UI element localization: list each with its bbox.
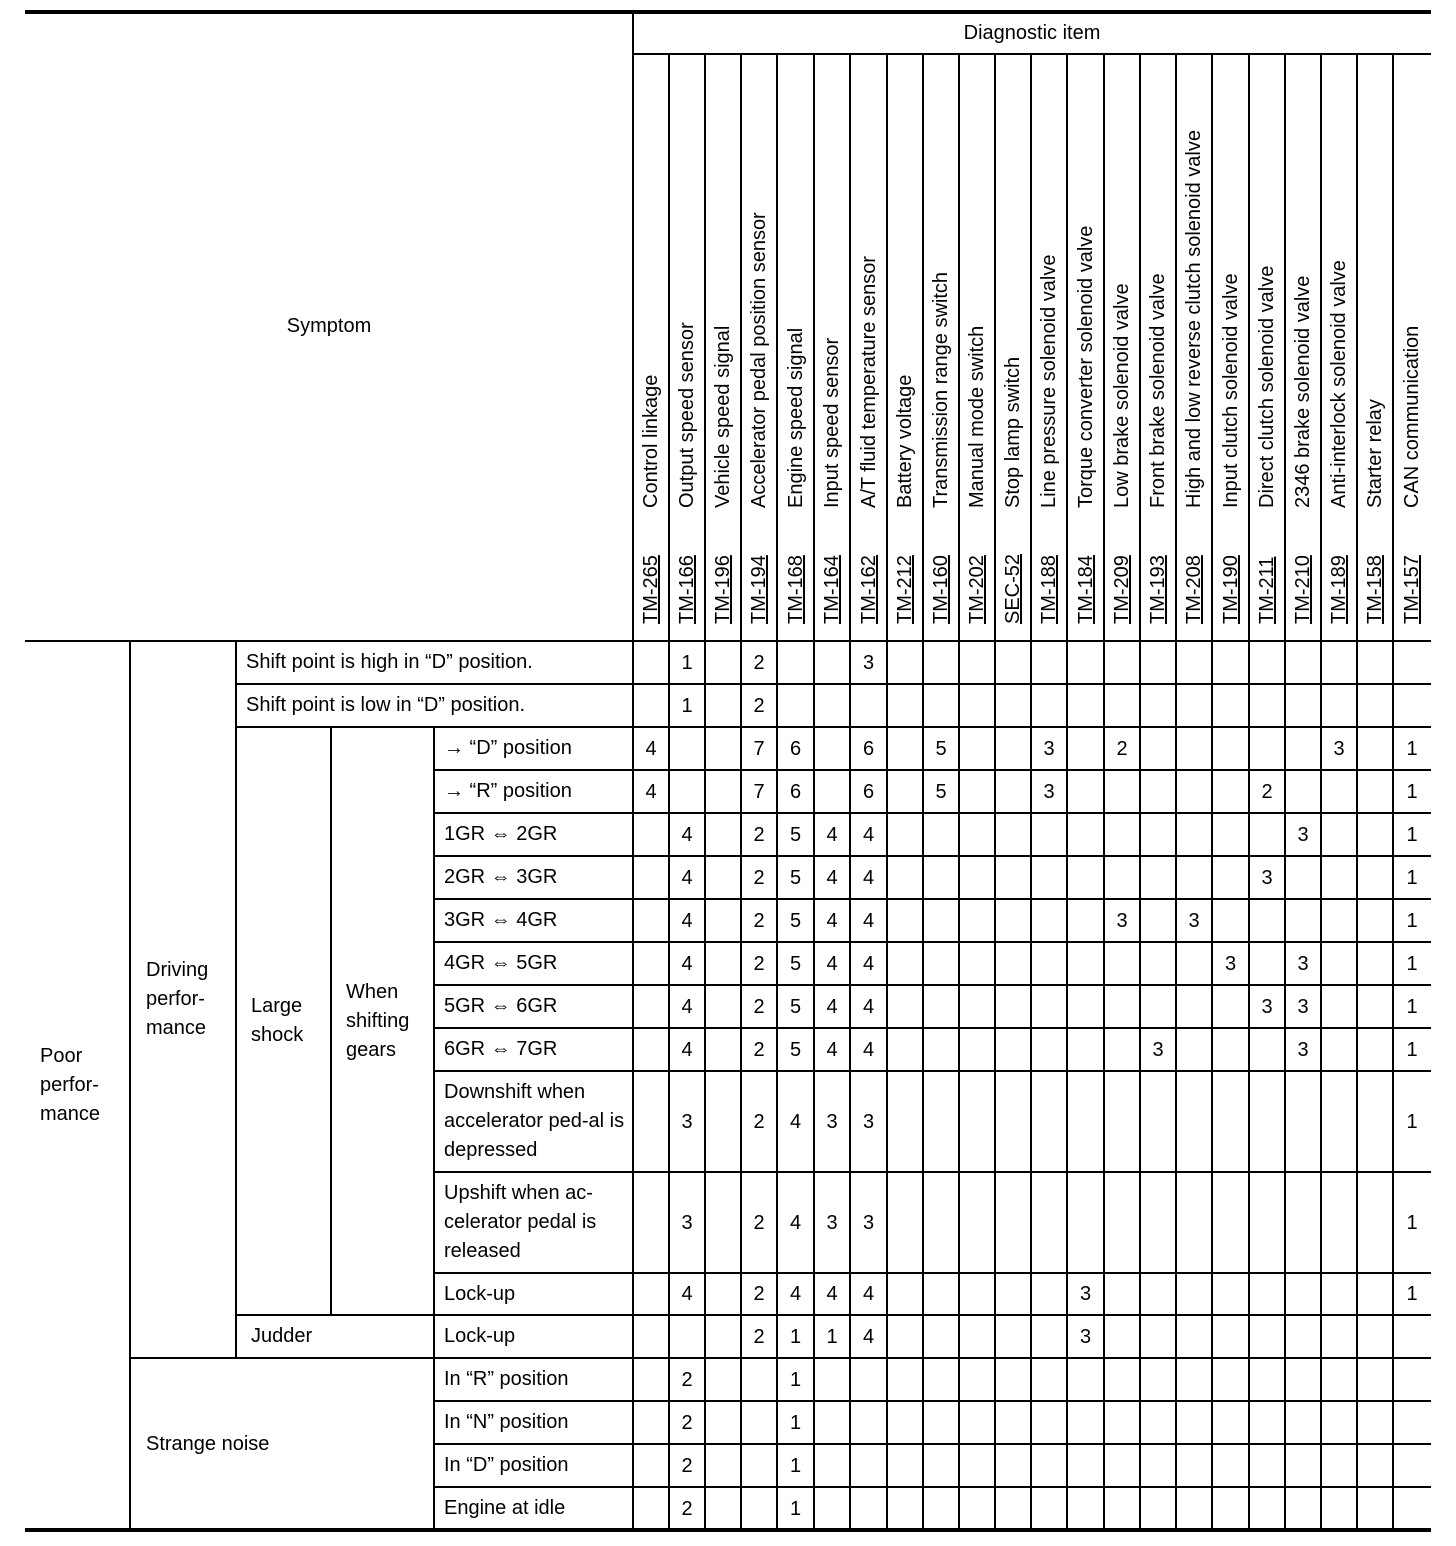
symptom-row-label: 6GR ⇔ 7GR (444, 1038, 558, 1060)
priority-value: 3 (862, 1211, 875, 1234)
table-top-border (25, 10, 1431, 14)
symptom-row-label: Shift point is high in “D” position. (246, 651, 533, 673)
rule-line (434, 1272, 1431, 1274)
rule-line (434, 1070, 1431, 1072)
priority-value: 2 (753, 651, 765, 674)
column-header-name: 2346 brake solenoid valve (1292, 275, 1314, 508)
column-header-ref[interactable]: TM-202 (966, 555, 988, 624)
column-header-name: Input clutch solenoid valve (1219, 273, 1242, 508)
rule-line (330, 727, 332, 1315)
priority-value: 2 (753, 1038, 765, 1061)
rule-line (235, 641, 237, 1358)
column-header-ref[interactable]: TM-265 (640, 555, 662, 624)
priority-value: 4 (826, 995, 838, 1018)
column-header-ref[interactable]: TM-188 (1038, 555, 1060, 624)
category-judder: Judder (251, 1325, 313, 1347)
priority-value: 1 (789, 1454, 802, 1477)
priority-value: 3 (1152, 1038, 1164, 1061)
column-header-name: Battery voltage (894, 374, 916, 508)
category-large-shock: Large shock (251, 995, 304, 1046)
priority-value: 3 (1224, 952, 1237, 975)
rule-line (130, 1357, 1431, 1359)
column-header-name: Input speed sensor (821, 337, 843, 508)
priority-value: 5 (789, 866, 802, 889)
priority-value: 4 (862, 866, 875, 889)
rule-line (994, 54, 996, 1530)
priority-value: 4 (862, 1325, 875, 1348)
column-header-name: High and low reverse clutch solenoid valve (1183, 130, 1205, 508)
rule-line (236, 726, 1431, 728)
priority-value: 4 (645, 780, 657, 803)
priority-value: 4 (862, 1038, 875, 1061)
priority-value: 6 (862, 737, 875, 760)
priority-value: 5 (789, 823, 802, 846)
column-header-name: Vehicle speed signal (712, 325, 734, 508)
priority-value: 4 (645, 737, 657, 760)
rule-line (434, 984, 1431, 986)
priority-value: 4 (681, 1283, 693, 1305)
rule-line (886, 54, 888, 1530)
column-header-name: Transmission range switch (930, 271, 952, 508)
priority-value: 4 (826, 1283, 838, 1305)
priority-value: 5 (935, 737, 947, 760)
rule-line (434, 769, 1431, 771)
priority-value: 4 (826, 1038, 838, 1061)
rule-line (922, 54, 924, 1530)
priority-value: 1 (789, 1411, 802, 1434)
priority-value: 5 (789, 995, 802, 1018)
symptom-row-label: In “N” position (444, 1411, 569, 1433)
symptom-row-label: In “R” position (444, 1368, 569, 1390)
rule-line (958, 54, 960, 1530)
priority-value: 3 (1333, 737, 1345, 760)
column-header-name: Starter relay (1364, 399, 1386, 508)
symptom-row-label: Engine at idle (444, 1497, 566, 1519)
priority-value: 1 (1406, 780, 1418, 803)
priority-value: 3 (826, 1110, 838, 1133)
rule-line (1211, 54, 1213, 1530)
symptom-row-label: In “D” position (444, 1454, 569, 1476)
rule-line (1139, 54, 1141, 1530)
column-header-name: Direct clutch solenoid valve (1256, 265, 1278, 508)
rule-line (668, 54, 670, 1530)
priority-value: 2 (753, 952, 765, 975)
symptom-row-label: Upshift when ac-celerator pedal is released (444, 1182, 597, 1262)
column-header-name: Front brake solenoid valve (1147, 273, 1169, 508)
priority-value: 2 (753, 909, 765, 932)
priority-value: 1 (789, 1325, 802, 1348)
priority-value: 1 (1406, 909, 1418, 932)
column-header-ref[interactable]: TM-184 (1074, 555, 1097, 624)
priority-value: 4 (681, 1038, 693, 1061)
rule-line (434, 1400, 1431, 1402)
priority-value: 4 (862, 1283, 875, 1305)
column-header-ref[interactable]: TM-211 (1256, 556, 1278, 624)
rule-line (1392, 54, 1394, 1530)
priority-value: 4 (789, 1283, 802, 1305)
rule-line (236, 683, 1431, 685)
priority-value: 1 (1406, 737, 1418, 760)
priority-value: 2 (681, 1497, 693, 1520)
priority-value: 4 (826, 909, 838, 932)
column-header-name: Stop lamp switch (1002, 356, 1024, 508)
priority-value: 5 (789, 909, 802, 932)
priority-value: 4 (681, 952, 693, 975)
rule-line (434, 855, 1431, 857)
rule-line (1284, 54, 1286, 1530)
rule-line (434, 1171, 1431, 1173)
priority-value: 4 (862, 823, 875, 846)
priority-value: 4 (681, 909, 693, 932)
column-header-ref[interactable]: TM-190 (1219, 555, 1242, 624)
priority-value: 6 (789, 780, 802, 803)
priority-value: 1 (1406, 1283, 1418, 1305)
priority-value: 4 (862, 909, 875, 932)
priority-value: 3 (862, 1110, 875, 1133)
diagnostic-item-header: Diagnostic item (963, 21, 1101, 44)
column-header-ref[interactable]: TM-189 (1328, 555, 1350, 624)
rule-line (434, 941, 1431, 943)
category-when-shifting-gears: When shifting gears (346, 980, 410, 1061)
priority-value: 4 (681, 866, 693, 889)
priority-value: 3 (1116, 909, 1128, 932)
priority-value: 2 (753, 1211, 765, 1234)
priority-value: 2 (753, 1283, 765, 1305)
symptom-row-label: Downshift when accelerator ped-al is depressed (444, 1081, 625, 1161)
priority-value: 4 (826, 952, 838, 975)
priority-value: 1 (1406, 823, 1418, 846)
rule-line (1175, 54, 1177, 1530)
rule-line (813, 54, 815, 1530)
rule-line (1066, 54, 1068, 1530)
priority-value: 1 (681, 694, 693, 717)
priority-value: 1 (1406, 1211, 1418, 1234)
priority-value: 4 (789, 1110, 802, 1133)
column-header-name: Control linkage (640, 374, 662, 508)
priority-value: 1 (1406, 952, 1418, 975)
priority-value: 4 (681, 995, 693, 1018)
column-header-ref[interactable]: TM-157 (1401, 555, 1423, 624)
rule-line (434, 1443, 1431, 1445)
column-header-ref[interactable]: TM-212 (894, 555, 916, 624)
priority-value: 3 (1043, 780, 1055, 803)
priority-value: 3 (1043, 737, 1055, 760)
priority-value: 4 (862, 952, 875, 975)
priority-value: 2 (753, 995, 765, 1018)
priority-value: 7 (753, 737, 765, 760)
priority-value: 6 (862, 780, 875, 803)
column-header-ref[interactable]: TM-160 (930, 555, 952, 624)
priority-value: 4 (826, 823, 838, 846)
rule-line (1103, 54, 1105, 1530)
priority-value: 3 (681, 1110, 693, 1133)
priority-value: 5 (789, 952, 802, 975)
symptom-row-label: Lock-up (444, 1282, 516, 1305)
priority-value: 3 (681, 1211, 693, 1234)
column-header-ref[interactable]: TM-209 (1111, 555, 1133, 624)
column-header-ref[interactable]: SEC-52 (1002, 553, 1024, 624)
column-header-name: A/T fluid temperature sensor (857, 256, 880, 508)
priority-value: 4 (862, 995, 875, 1018)
column-header-ref[interactable]: TM-194 (748, 555, 770, 624)
column-header-name: Manual mode switch (966, 325, 988, 508)
priority-value: 2 (681, 1368, 693, 1391)
rule-line (632, 12, 634, 1530)
column-header-name: Output speed sensor (676, 322, 698, 508)
rule-line (236, 1314, 1431, 1316)
column-header-ref[interactable]: TM-158 (1364, 555, 1386, 624)
priority-value: 1 (1406, 1110, 1418, 1133)
column-header-ref[interactable]: TM-166 (676, 555, 698, 624)
column-header-ref[interactable]: TM-164 (821, 555, 843, 624)
priority-value: 2 (753, 694, 765, 717)
category-strange-noise: Strange noise (146, 1432, 270, 1455)
priority-value: 5 (789, 1038, 802, 1061)
priority-value: 2 (1116, 737, 1128, 760)
column-header-ref[interactable]: TM-210 (1292, 555, 1314, 624)
priority-value: 6 (789, 737, 802, 760)
rule-line (433, 727, 435, 1530)
column-header-ref[interactable]: TM-193 (1147, 555, 1169, 624)
priority-value: 3 (826, 1211, 838, 1234)
table-bottom-border (25, 1528, 1431, 1532)
priority-value: 3 (1297, 952, 1309, 975)
rule-line (434, 1027, 1431, 1029)
rule-line (740, 54, 742, 1530)
column-header-name: Line pressure solenoid valve (1038, 254, 1060, 508)
column-header-name: CAN communication (1401, 325, 1423, 508)
priority-value: 1 (1406, 1038, 1418, 1061)
priority-value: 4 (789, 1211, 802, 1234)
symptom-row-label: 2GR ⇔ 3GR (444, 866, 558, 888)
priority-value: 2 (1261, 780, 1273, 803)
priority-value: 7 (753, 780, 765, 803)
priority-value: 2 (753, 1110, 765, 1133)
symptom-row-label: 1GR ⇔ 2GR (444, 823, 558, 845)
column-header-name: Engine speed signal (784, 327, 807, 508)
rule-line (1356, 54, 1358, 1530)
column-header-name: Torque converter solenoid valve (1074, 225, 1097, 508)
priority-value: 1 (826, 1325, 838, 1348)
column-header-ref[interactable]: TM-162 (857, 555, 880, 624)
priority-value: 1 (789, 1368, 802, 1391)
priority-value: 1 (1406, 866, 1418, 889)
rule-line (1320, 54, 1322, 1530)
priority-value: 3 (1261, 995, 1273, 1018)
symptom-row-label: 5GR ⇔ 6GR (444, 995, 558, 1017)
rule-line (129, 641, 131, 1530)
priority-value: 5 (935, 780, 947, 803)
symptom-header: Symptom (286, 314, 372, 337)
category-poor-performance: Poor perfor-mance (40, 1045, 101, 1125)
priority-value: 2 (753, 1325, 765, 1348)
symptom-row-label: Shift point is low in “D” position. (246, 694, 526, 716)
symptom-row-label: 3GR ⇔ 4GR (444, 909, 558, 931)
column-header-name: Low brake solenoid valve (1111, 283, 1133, 508)
rule-line (633, 53, 1431, 55)
priority-value: 3 (1297, 1038, 1309, 1061)
symptom-row-label: Lock-up (444, 1325, 516, 1347)
priority-value: 3 (1297, 995, 1309, 1018)
symptom-row-label: → “D” position (444, 737, 572, 759)
rule-line (434, 812, 1431, 814)
priority-value: 3 (862, 651, 875, 674)
priority-value: 3 (1261, 866, 1273, 889)
column-header-name: Accelerator pedal position sensor (748, 212, 770, 508)
priority-value: 3 (1188, 909, 1200, 932)
priority-value: 3 (1297, 823, 1309, 846)
priority-value: 1 (1406, 995, 1418, 1018)
rule-line (776, 54, 778, 1530)
rule-line (704, 54, 706, 1530)
priority-value: 4 (681, 823, 693, 846)
column-header-ref[interactable]: TM-208 (1183, 555, 1205, 624)
priority-value: 2 (681, 1454, 693, 1477)
rule-line (1030, 54, 1032, 1530)
column-header-name: Anti-interlock solenoid valve (1328, 260, 1350, 508)
priority-value: 2 (753, 866, 765, 889)
priority-value: 3 (1079, 1325, 1092, 1348)
symptom-row-label: → “R” position (444, 780, 572, 802)
rule-line (849, 54, 851, 1530)
priority-value: 4 (826, 866, 838, 889)
priority-value: 1 (789, 1497, 802, 1520)
category-driving-performance: Driving perfor-mance (146, 959, 209, 1039)
priority-value: 3 (1079, 1283, 1092, 1305)
rule-line (1248, 54, 1250, 1530)
rule-line (434, 898, 1431, 900)
rule-line (434, 1486, 1431, 1488)
column-header-ref[interactable]: TM-196 (712, 555, 734, 624)
priority-value: 2 (681, 1411, 693, 1434)
symptom-row-label: 4GR ⇔ 5GR (444, 952, 558, 974)
priority-value: 1 (681, 651, 693, 674)
priority-value: 2 (753, 823, 765, 846)
column-header-ref[interactable]: TM-168 (784, 555, 807, 624)
